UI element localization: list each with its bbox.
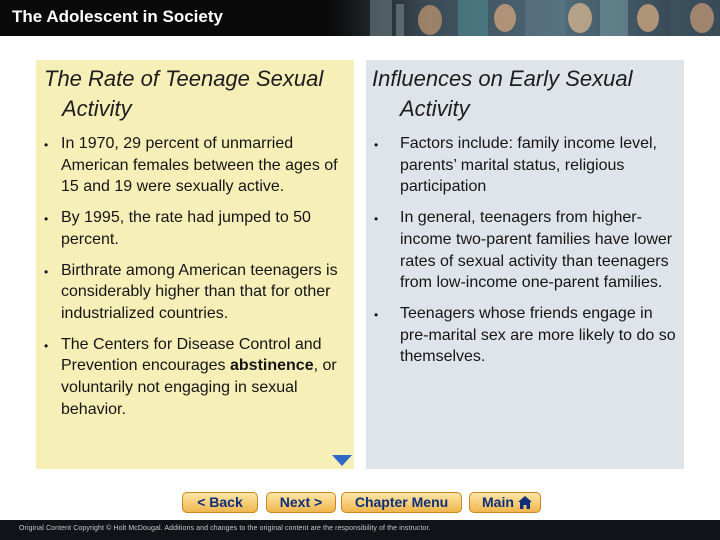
list-item-text: In general, teenagers from higher-income two-parent families have lower rates of sexual activity than teenagers from low-income one-parent families. [400, 209, 673, 292]
back-button[interactable]: < Back [182, 492, 258, 513]
list-item [374, 303, 682, 368]
list-item [44, 207, 353, 250]
chapter-menu-button[interactable]: Chapter Menu [341, 492, 462, 513]
bullet-icon: • [374, 138, 379, 152]
bullet-icon: • [44, 138, 49, 152]
right-bullet-list [374, 133, 682, 377]
footer-bar [0, 520, 720, 540]
title-bar [0, 0, 720, 36]
header-collage-image [330, 0, 720, 36]
main-button-label: Main [482, 494, 514, 510]
bullet-icon: • [44, 212, 49, 227]
list-item-text: Teenagers whose friends engage in pre-marital sex are more likely to do so themselves. [400, 304, 676, 366]
down-arrow-icon[interactable] [332, 455, 352, 466]
bullet-icon: • [44, 338, 49, 353]
left-panel-heading: The Rate of Teenage Sexual Activity [44, 66, 324, 121]
bullet-icon: • [374, 307, 379, 322]
list-item [44, 334, 353, 421]
list-item-text-end: , or voluntarily not engaging in sexual behavior. [61, 357, 337, 418]
list-item-text: Factors include: family income level, parents’ marital status, religious participation [400, 135, 657, 196]
list-item-text: In 1970, 29 percent of unmarried American females between the ages of 15 and 19 were sexually active. [61, 135, 338, 196]
copyright-text: Original Content Copyright © Holt McDougal. Additions and changes to the original content are the responsibility of the instructor. [19, 525, 431, 532]
bullet-icon: • [374, 212, 379, 227]
next-button[interactable]: Next > [266, 492, 336, 513]
right-content-panel [366, 60, 684, 469]
left-content-panel [36, 60, 354, 469]
list-item-text: By 1995, the rate had jumped to 50 percent. [61, 209, 311, 248]
list-item-text: Birthrate among American teenagers is considerably higher than that for other industrialized countries. [61, 261, 338, 322]
main-button[interactable] [469, 492, 541, 513]
highlighted-term: abstinence [230, 357, 314, 375]
left-bullet-list [44, 133, 353, 429]
home-icon [518, 496, 532, 509]
right-panel-heading: Influences on Early Sexual Activity [372, 66, 633, 121]
list-item [374, 207, 682, 294]
list-item [44, 133, 353, 198]
page-title: The Adolescent in Society [12, 7, 223, 26]
list-item [374, 133, 682, 198]
list-item-text-start: The Centers for Disease Control and Prevention encourages [61, 335, 322, 375]
list-item [44, 260, 353, 325]
bullet-icon: • [44, 264, 49, 279]
